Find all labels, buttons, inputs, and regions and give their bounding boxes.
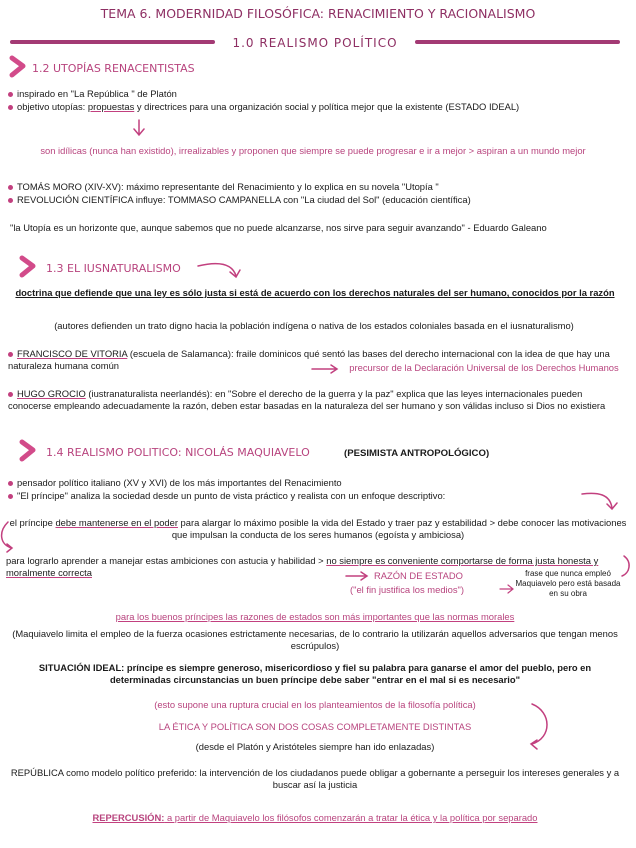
platon-aristoteles-note: (desde el Platón y Aristóteles siempre han ido enlazadas) <box>195 741 435 752</box>
arrow-right-icon <box>500 585 513 593</box>
bullet-objetivo: objetivo utopías: propuestas y directrices para una organización social y política mejor que la existente (ESTADO IDEAL) <box>8 101 608 113</box>
razon-de-estado: RAZÓN DE ESTADO <box>374 570 463 581</box>
situacion-ideal: SITUACIÓN IDEAL: príncipe es siempre generoso, misericordioso y fiel su palabra para ganarse el amor del pueblo, pero en determinadas circunstancias un buen príncipe debe saber "entrar en el mal si es necesario" <box>38 662 592 685</box>
bullet-pensador: pensador político italiano (XV y XVI) de los más importantes del Renacimiento <box>8 477 342 489</box>
arrow-curve-icon <box>582 493 617 509</box>
pesimista-note: (PESIMISTA ANTROPOLÓGICO) <box>344 448 490 459</box>
chevron-icon <box>22 258 33 275</box>
principe-paragraph: el príncipe debe mantenerse en el poder para alargar lo máximo posible la vida del Estado y traer paz y estabilidad > debe conocer las motivaciones que impulsan la conducta de los seres humanos (egoísta y ambiciosa) <box>9 517 627 540</box>
bullet-platon: inspirado en "La República " de Platón <box>8 88 177 100</box>
side-note: frase que nunca empleó Maquiavelo pero está basada en su obra <box>515 569 621 598</box>
lograrlo-paragraph: para lograrlo aprender a manejar estas ambiciones con astucia y habilidad > no siempre es conveniente comportarse de forma justa honesta y moralmente correcta <box>6 555 599 578</box>
utopias-note: son idílicas (nunca han existido), irrealizables y proponen que siempre se puede progresar e ir a mejor > aspiran a un mundo mejor <box>40 145 586 156</box>
bullet-revolucion: REVOLUCIÓN CIENTÍFICA influye: TOMMASO CAMPANELLA con "La ciudad del Sol" (educación científica) <box>8 194 471 206</box>
iusnaturalismo-definition: doctrina que defiende que una ley es sólo justa si está de acuerdo con los derechos naturales del ser humano, conocidos por la razón <box>15 287 615 298</box>
arrow-down-icon <box>134 120 144 135</box>
bullet-grocio: HUGO GROCIO (iustranaturalista neerlandés): en "Sobre el derecho de la guerra y la paz" explica que las leyes internacionales pueden conocerse empleando adecuadamente la razón, deben estar basadas en la naturaleza del ser humano y son válidas incluso si Dios no existiera <box>8 388 606 411</box>
bullet-vitoria: FRANCISCO DE VITORIA (escuela de Salamanca): fraile dominicos qué sentó las bases del derecho internacional con la idea de que hay una naturaleza humana común <box>8 348 610 371</box>
title-bar-right <box>415 40 620 44</box>
vitoria-note: precursor de la Declaración Universal de los Derechos Humanos <box>349 362 619 373</box>
bullet-tomas-moro: TOMÁS MORO (XIV-XV): máximo representante del Renacimiento y lo explica en su novela "Utopía " <box>8 181 439 193</box>
main-title: TEMA 6. MODERNIDAD FILOSÓFICA: RENACIMIENTO Y RACIONALISMO <box>100 6 536 21</box>
chevron-icon <box>12 58 23 75</box>
subtitle: 1.0 REALISMO POLÍTICO <box>232 36 398 50</box>
fin-justifica-medios: ("el fin justifica los medios") <box>350 584 464 595</box>
section-heading-iusnaturalismo: 1.3 EL IUSNATURALISMO <box>46 262 181 275</box>
etica-politica: LA ÉTICA Y POLÍTICA SON DOS COSAS COMPLETAMENTE DISTINTAS <box>158 721 472 732</box>
chevron-icon <box>22 442 33 459</box>
razones-de-estado-note: para los buenos príncipes las razones de estados son más importantes que las normas morales <box>115 611 515 622</box>
fuerza-note: (Maquiavelo limita el empleo de la fuerza ocasiones estrictamente necesarias, de lo contrario la utilizarán aquellos adversarios que tengan menos escrúpulos) <box>12 628 618 651</box>
title-bar-left <box>10 40 215 44</box>
arrow-curve-icon <box>198 264 240 277</box>
bullet-el-principe: "El príncipe" analiza la sociedad desde un punto de vista práctico y realista con un enfoque descriptivo: <box>8 490 445 502</box>
galeano-quote: "la Utopía es un horizonte que, aunque sabemos que no puede alcanzarse, nos sirve para seguir avanzando" - Eduardo Galeano <box>10 222 547 233</box>
ruptura-note: (esto supone una ruptura crucial en los planteamientos de la filosofía política) <box>154 699 476 710</box>
repercusion: REPERCUSIÓN: a partir de Maquiavelo los filósofos comenzarán a tratar la ética y la política por separado <box>92 812 538 823</box>
republica-paragraph: REPÚBLICA como modelo político preferido: la intervención de los ciudadanos puede obligar a gobernante a perseguir los intereses generales y a buscar así la justicia <box>10 767 620 790</box>
section-heading-utopias: 1.2 UTOPÍAS RENACENTISTAS <box>32 62 195 75</box>
section-heading-maquiavelo: 1.4 REALISMO POLITICO: NICOLÁS MAQUIAVELO <box>46 446 310 459</box>
authors-note: (autores defienden un trato digno hacia la población indígena o nativa de los estados coloniales basada en el iusnaturalismo) <box>54 320 574 331</box>
